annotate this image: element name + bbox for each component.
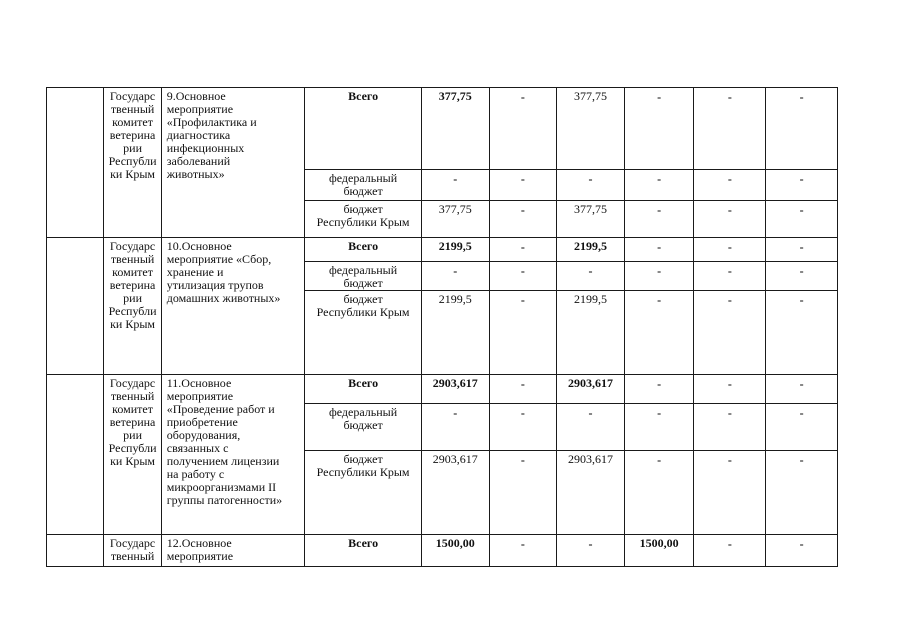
value-cell: - <box>624 201 694 238</box>
source-cell: бюджет Республики Крым <box>305 451 422 535</box>
value-cell: - <box>766 170 838 201</box>
budget-table <box>46 87 838 567</box>
table-row <box>47 88 838 170</box>
value-cell: - <box>489 404 557 451</box>
empty-cell <box>47 238 104 375</box>
value-cell: 2903,617 <box>421 451 489 535</box>
measure-name-cell: 9.Основное мероприятие «Профилактика и диагностика инфекционных заболеваний животных» <box>161 88 304 238</box>
value-cell: - <box>557 404 625 451</box>
value-cell: - <box>624 404 694 451</box>
value-cell: - <box>694 238 766 262</box>
org-cell: Государс твенный комитет ветерина рии Республи ки Крым <box>104 238 161 375</box>
org-cell: Государс твенный <box>104 535 161 567</box>
value-cell: - <box>694 170 766 201</box>
value-cell: - <box>624 262 694 291</box>
source-cell: Всего <box>305 88 422 170</box>
source-cell: Всего <box>305 375 422 404</box>
empty-cell <box>47 535 104 567</box>
value-cell: 377,75 <box>421 201 489 238</box>
value-cell: - <box>624 170 694 201</box>
value-cell: 2903,617 <box>557 451 625 535</box>
value-cell: - <box>766 238 838 262</box>
source-cell: Всего <box>305 238 422 262</box>
table-row <box>47 238 838 262</box>
measure-name-cell: 10.Основное мероприятие «Сбор, хранение и утилизация трупов домашних животных» <box>161 238 304 375</box>
empty-cell <box>47 88 104 238</box>
value-cell: - <box>489 201 557 238</box>
value-cell: - <box>766 291 838 375</box>
value-cell: - <box>421 404 489 451</box>
value-cell: 377,75 <box>421 88 489 170</box>
value-cell: 2903,617 <box>557 375 625 404</box>
value-cell: - <box>489 262 557 291</box>
value-cell: - <box>766 88 838 170</box>
source-cell: федеральный бюджет <box>305 262 422 291</box>
source-cell: Всего <box>305 535 422 567</box>
value-cell: - <box>489 375 557 404</box>
value-cell: - <box>557 262 625 291</box>
empty-cell <box>47 375 104 535</box>
measure-name-cell: 11.Основное мероприятие «Проведение работ и приобретение оборудования, связанных с получением лицензии на работу с микроорганизмами II группы патогенности» <box>161 375 304 535</box>
value-cell: - <box>421 262 489 291</box>
value-cell: - <box>694 375 766 404</box>
value-cell: - <box>557 170 625 201</box>
value-cell: - <box>694 535 766 567</box>
value-cell: - <box>766 535 838 567</box>
org-cell: Государс твенный комитет ветерина рии Республи ки Крым <box>104 375 161 535</box>
value-cell: 377,75 <box>557 88 625 170</box>
value-cell: - <box>421 170 489 201</box>
table-row <box>47 375 838 404</box>
value-cell: - <box>766 201 838 238</box>
value-cell: - <box>624 238 694 262</box>
value-cell: - <box>489 291 557 375</box>
value-cell: - <box>489 238 557 262</box>
value-cell: 2199,5 <box>421 291 489 375</box>
value-cell: 2199,5 <box>421 238 489 262</box>
value-cell: 1500,00 <box>421 535 489 567</box>
value-cell: - <box>694 404 766 451</box>
value-cell: 2199,5 <box>557 291 625 375</box>
source-cell: федеральный бюджет <box>305 170 422 201</box>
value-cell: - <box>766 262 838 291</box>
value-cell: - <box>766 451 838 535</box>
value-cell: - <box>766 375 838 404</box>
value-cell: - <box>624 291 694 375</box>
org-cell: Государс твенный комитет ветерина рии Республи ки Крым <box>104 88 161 238</box>
value-cell: 1500,00 <box>624 535 694 567</box>
source-cell: бюджет Республики Крым <box>305 291 422 375</box>
value-cell: - <box>694 291 766 375</box>
source-cell: бюджет Республики Крым <box>305 201 422 238</box>
measure-name-cell: 12.Основное мероприятие <box>161 535 304 567</box>
value-cell: 2903,617 <box>421 375 489 404</box>
value-cell: 377,75 <box>557 201 625 238</box>
value-cell: - <box>766 404 838 451</box>
value-cell: 2199,5 <box>557 238 625 262</box>
value-cell: - <box>624 451 694 535</box>
value-cell: - <box>694 88 766 170</box>
value-cell: - <box>557 535 625 567</box>
value-cell: - <box>694 451 766 535</box>
value-cell: - <box>489 535 557 567</box>
source-cell: федеральный бюджет <box>305 404 422 451</box>
table-row <box>47 535 838 567</box>
value-cell: - <box>489 88 557 170</box>
value-cell: - <box>489 170 557 201</box>
value-cell: - <box>624 88 694 170</box>
value-cell: - <box>694 262 766 291</box>
value-cell: - <box>624 375 694 404</box>
value-cell: - <box>489 451 557 535</box>
value-cell: - <box>694 201 766 238</box>
